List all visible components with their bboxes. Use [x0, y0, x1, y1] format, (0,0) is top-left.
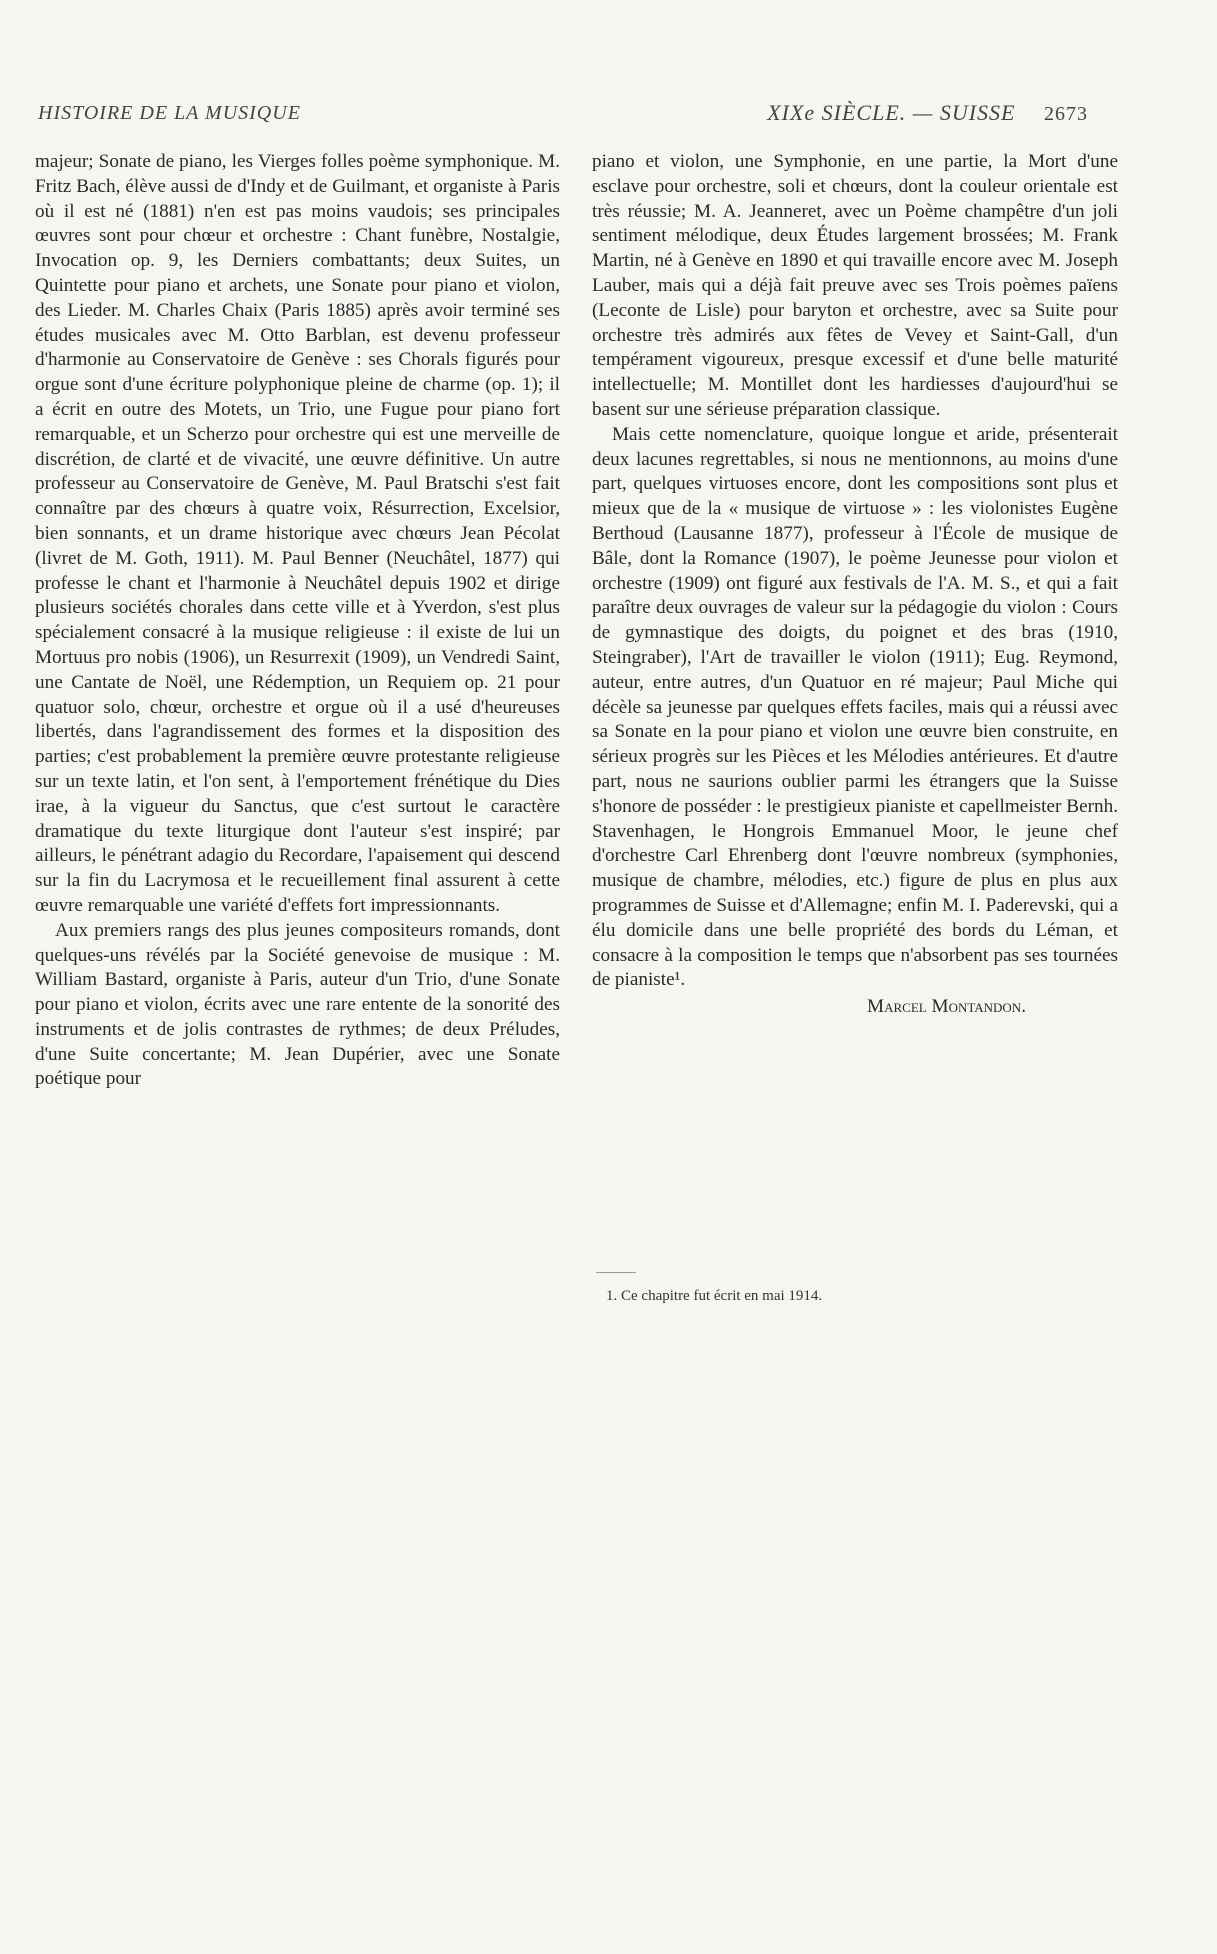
- author-signature: Marcel Montandon.: [867, 996, 1026, 1018]
- left-column: [35, 150, 560, 1092]
- footnote-rule: [596, 1272, 636, 1273]
- running-header: [38, 98, 1088, 132]
- paragraph: piano et violon, une Symphonie, en une partie, la Mort d'une esclave pour orchestre, soli et chœurs, dont la couleur orientale est très réussie; M. A. Jeanneret, avec un Poème champêtre d'un joli sentiment mélodique, deux Études largement brossées; M. Frank Martin, né à Genève en 1890 et qui travaille encore avec M. Joseph Lauber, mais qui a déjà fait preuve avec ses Trois poèmes païens (Leconte de Lisle) pour baryton et orchestre, avec sa Suite pour orchestre très admirés aux fêtes de Vevey et Saint-Gall, d'un tempérament vigoureux, presque excessif et d'une belle maturité intellectuelle; M. Montillet dont les hardiesses d'aujourd'hui se basent sur une sérieuse préparation classique.: [592, 151, 1118, 420]
- right-column: [592, 150, 1118, 1020]
- paragraph: Mais cette nomenclature, quoique longue et aride, présenterait deux lacunes regrettables, si nous ne mentionnons, au moins d'une part, quelques virtuoses encore, dont les compositions sont plus et mieux que de la « musique de virtuose » : les violonistes Eugène Berthoud (Lausanne 1877), professeur à l'École de musique de Bâle, dont la Romance (1907), le poème Jeunesse pour violon et orchestre (1909) ont figuré aux festivals de l'A. M. S., et qui a fait paraître deux ouvrages de valeur sur la pédagogie du violon : Cours de gymnastique des doigts, du poignet et des bras (1910, Steingraber), l'Art de travailler le violon (1911); Eug. Reymond, auteur, entre autres, d'un Quatuor en ré majeur; Paul Miche qui décèle sa jeunesse par quelques effets faciles, mais qui a réussi avec sa Sonate en la pour piano et violon une œuvre bien construite, en sérieux progrès sur les Pièces et les Mélodies antérieures. Et d'autre part, nous ne saurions oublier parmi les étrangers que la Suisse s'honore de posséder : le prestigieux pianiste et capellmeister Bernh. Stavenhagen, le Hongrois Emmanuel Moor, le jeune chef d'orchestre Carl Ehrenberg dont l'œuvre nombreux (symphonies, musique de chambre, mélodies, etc.) figure de plus en plus aux programmes de Suisse et d'Allemagne; enfin M. I. Paderevski, qui a élu domicile dans une belle propriété des bords du Léman, et consacre à la composition le temps que n'absorbent pas ses tournées de pianiste¹.: [592, 423, 1118, 991]
- paragraph: Aux premiers rangs des plus jeunes compositeurs romands, dont quelques-uns révélés par la Société genevoise de musique : M. William Bastard, organiste à Paris, auteur d'un Trio, d'une Sonate pour piano et violon, écrits avec une rare entente de la sonorité des instruments et de jolis contrastes de rythmes; de deux Préludes, d'une Suite concertante; M. Jean Dupérier, avec une Sonate poétique pour: [35, 919, 560, 1090]
- header-book-title: HISTOIRE DE LA MUSIQUE: [38, 102, 301, 124]
- paragraph: majeur; Sonate de piano, les Vierges folles poème symphonique. M. Fritz Bach, élève aussi de d'Indy et de Guilmant, et organiste à Paris où il est né (1881) n'en est pas moins vaudois; ses principales œuvres sont pour chœur et orchestre : Chant funèbre, Nostalgie, Invocation op. 9, les Derniers combattants; deux Suites, un Quintette pour piano et archets, une Sonate pour piano et violon, des Lieder. M. Charles Chaix (Paris 1885) après avoir terminé ses études musicales avec M. Otto Barblan, est devenu professeur d'harmonie au Conservatoire de Genève : ses Chorals figurés pour orgue sont d'une écriture polyphonique pleine de charme (op. 1); il a écrit en outre des Motets, un Trio, une Fugue pour piano fort remarquable, et un Scherzo pour orchestre qui est une merveille de discrétion, de clarté et de vivacité, une œuvre définitive. Un autre professeur au Conservatoire de Genève, M. Paul Bratschi s'est fait connaître par des chœurs à quatre voix, Résurrection, Excelsior, bien sonnants, et un drame historique avec chœurs Jean Pécolat (livret de M. Goth, 1911). M. Paul Benner (Neuchâtel, 1877) qui professe le chant et l'harmonie à Neuchâtel depuis 1902 et dirige plusieurs sociétés chorales dans cette ville et à Yverdon, s'est plus spécialement consacré à la musique religieuse : il existe de lui un Mortuus pro nobis (1906), un Resurrexit (1909), un Vendredi Saint, une Cantate de Noël, une Rédemption, un Requiem op. 21 pour quatuor solo, chœur, orchestre et orgue où il a usé d'heureuses libertés, dans l'agrandissement des formes et la disposition des parties; c'est probablement la première œuvre protestante religieuse sur un texte latin, et l'on sent, à l'emportement frénétique du Dies irae, à la vigueur du Sanctus, que c'est surtout le caractère dramatique du texte liturgique dont l'auteur s'est inspiré; par ailleurs, le pénétrant adagio du Recordare, l'apaisement qui descend sur la fin du Lacrymosa et le recueillement final assurent à cette œuvre remarquable une variété d'effets fort impressionnants.: [35, 151, 560, 916]
- footnote: 1. Ce chapitre fut écrit en mai 1914.: [606, 1288, 823, 1304]
- header-section-title: [767, 100, 1088, 126]
- page-number: 2673: [1044, 103, 1088, 125]
- header-section-text: XIXe SIÈCLE. — SUISSE: [767, 100, 1016, 125]
